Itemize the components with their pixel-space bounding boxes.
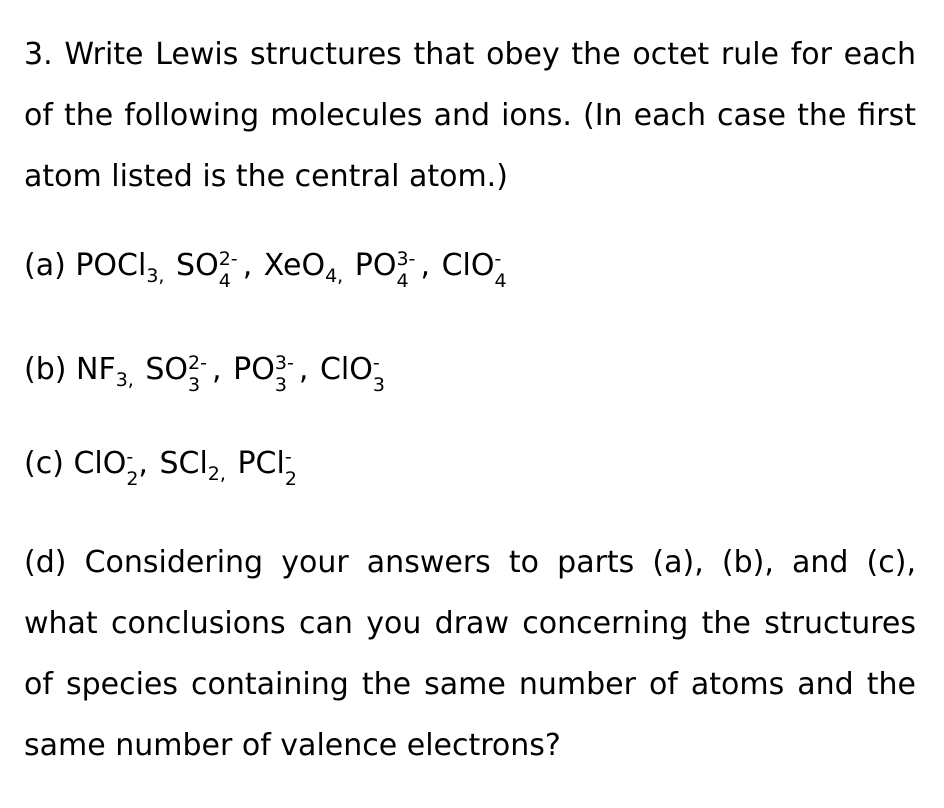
part-b-label: (b) bbox=[24, 352, 67, 387]
species-charge-stack: 4 3- bbox=[396, 248, 416, 292]
species-charge-stack: 4 2- bbox=[218, 248, 238, 292]
part-a-species bbox=[75, 248, 508, 292]
species-separator: , bbox=[138, 446, 148, 481]
chemical-species bbox=[75, 246, 164, 286]
species-subscript: 2, bbox=[207, 463, 226, 485]
part-a-list bbox=[24, 246, 508, 292]
chemical-species bbox=[319, 350, 385, 396]
species-charge-stack: 3 - bbox=[372, 352, 385, 396]
species-formula: PCl bbox=[237, 446, 285, 481]
chemical-species bbox=[233, 350, 309, 396]
question-intro: 3. Write Lewis structures that obey the octet rule for each of the following molecules and ions. (In each case the first atom listed is the central atom.) bbox=[24, 37, 916, 194]
species-separator: , bbox=[420, 248, 431, 283]
species-charge-stack: 2 - bbox=[284, 446, 297, 490]
species-formula: ClO bbox=[441, 248, 495, 283]
species-formula: ClO bbox=[319, 352, 373, 387]
part-d-question: (d) Considering your answers to parts (a), (b), and (c), what conclusions can you draw concerning the structures of species containing the same number of atoms and the same number of valence electrons? bbox=[24, 545, 916, 763]
species-formula: SCl bbox=[159, 446, 208, 481]
chemical-species bbox=[73, 444, 148, 490]
chemical-species bbox=[145, 350, 222, 396]
species-charge-stack: 3 2- bbox=[188, 352, 207, 396]
species-formula: POCl bbox=[75, 248, 147, 283]
species-charge-stack: 3 3- bbox=[274, 352, 294, 396]
chemical-species bbox=[354, 246, 431, 292]
species-charge-stack: 2 - bbox=[126, 446, 139, 490]
species-formula: XeO bbox=[263, 248, 326, 283]
part-c-label: (c) bbox=[24, 446, 64, 481]
chemical-species bbox=[441, 246, 507, 292]
chemical-species bbox=[264, 246, 343, 286]
species-separator: , bbox=[298, 352, 309, 387]
species-subscript: 3, bbox=[115, 369, 134, 391]
species-formula: SO bbox=[176, 248, 219, 283]
species-subscript: 4, bbox=[325, 265, 344, 287]
part-c-list bbox=[24, 444, 299, 490]
species-formula: ClO bbox=[73, 446, 127, 481]
species-formula: NF bbox=[76, 352, 116, 387]
part-a-label: (a) bbox=[24, 248, 66, 283]
chemical-species bbox=[176, 246, 253, 292]
part-c-species bbox=[73, 446, 298, 490]
chemical-species bbox=[76, 350, 134, 390]
species-formula: PO bbox=[354, 248, 397, 283]
chemical-species bbox=[237, 444, 297, 490]
species-separator: , bbox=[242, 248, 253, 283]
chemical-species bbox=[159, 444, 225, 484]
species-separator: , bbox=[212, 352, 222, 387]
species-charge-stack: 4 - bbox=[494, 248, 507, 292]
species-formula: PO bbox=[233, 352, 275, 387]
species-subscript: 3, bbox=[146, 265, 165, 287]
species-formula: SO bbox=[145, 352, 189, 387]
part-b-list bbox=[24, 350, 387, 396]
part-b-species bbox=[76, 352, 387, 396]
